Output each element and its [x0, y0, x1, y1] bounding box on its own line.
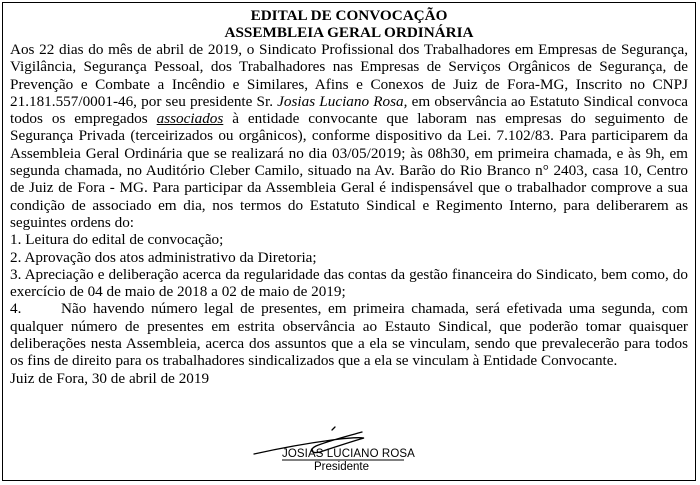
notice-body: [10, 41, 688, 231]
notice-subtitle: ASSEMBLEIA GERAL ORDINÁRIA: [224, 24, 474, 41]
signatory-role: Presidente: [314, 461, 369, 473]
convocation-notice: [2, 2, 696, 481]
associados-term: associados: [156, 110, 224, 128]
notice-title: EDITAL DE CONVOCAÇÃO: [250, 7, 448, 24]
agenda-item-3: 3. Apreciação e deliberação acerca da regularidade das contas da gestão financeira do Sindicato, bem como, do exercício de 04 de maio de 2018 a 02 de maio de 2019;: [10, 265, 688, 301]
body-part-2: em observância ao Estatuto Sindical convoca todos os empregados: [10, 92, 688, 128]
body-part-1: Aos 22 dias do mês de abril de 2019, o Sindicato Profissional dos Trabalhadores em Empresas de Segurança, Vigilância, Segurança Pessoal, dos Trabalhadores nas Empresas de Serviços Orgânicos de Segurança, de Prevenção e Combate a Incêndio e Similares, Afins e Conexos de Juiz de Fora-MG, Inscrito no CNPJ 21.181.557/0001-46, por seu presidente Sr.: [10, 41, 688, 110]
agenda-item-4: 4. Não havendo número legal de presentes, em primeira chamada, será efetivada uma segunda, com qualquer número de presentes em estrita observância ao Estauto Sindical, que poderão tomar quaisquer deliberações nesta Assembleia, acerca dos assuntos que a ela se vinculam, sendo que prevalecerão para todos os fins de direito para os trabalhadores sindicalizados que a ela se vinculam à Entidade Convocante.: [10, 300, 692, 370]
signature-block: [232, 426, 432, 476]
agenda-item-1: 1. Leitura do edital de convocação;: [10, 231, 224, 249]
signatory-name: JOSIAS LUCIANO ROSA: [282, 448, 415, 460]
place-date: Juiz de Fora, 30 de abril de 2019: [10, 369, 210, 387]
body-part-3: à entidade convocante que laboram nas empresas do seguimento de Segurança Privada (terceirizados ou orgânicos), conforme dispositivo da Lei. 7.102/83. Para participarem da Assembleia Geral Ordinária que se realizará no dia 03/05/2019; às 08h30, em primeira chamada, e às 9h, em segunda chamada, no Auditório Cleber Camilo, situado na Av. Barão do Rio Branco n° 2403, casa 10, Centro de Juiz de Fora - MG. Para participar da Assembleia Geral é indispensável que o trabalhador comprove a sua condição de associado em dia, nos termos do Estatuto Sindical e Regimento Interno, para deliberarem as seguintes ordens do:: [10, 110, 689, 231]
agenda-item-2: 2. Aprovação dos atos administrativo da Diretoria;: [10, 248, 317, 266]
president-name: Josias Luciano Rosa,: [277, 92, 408, 110]
